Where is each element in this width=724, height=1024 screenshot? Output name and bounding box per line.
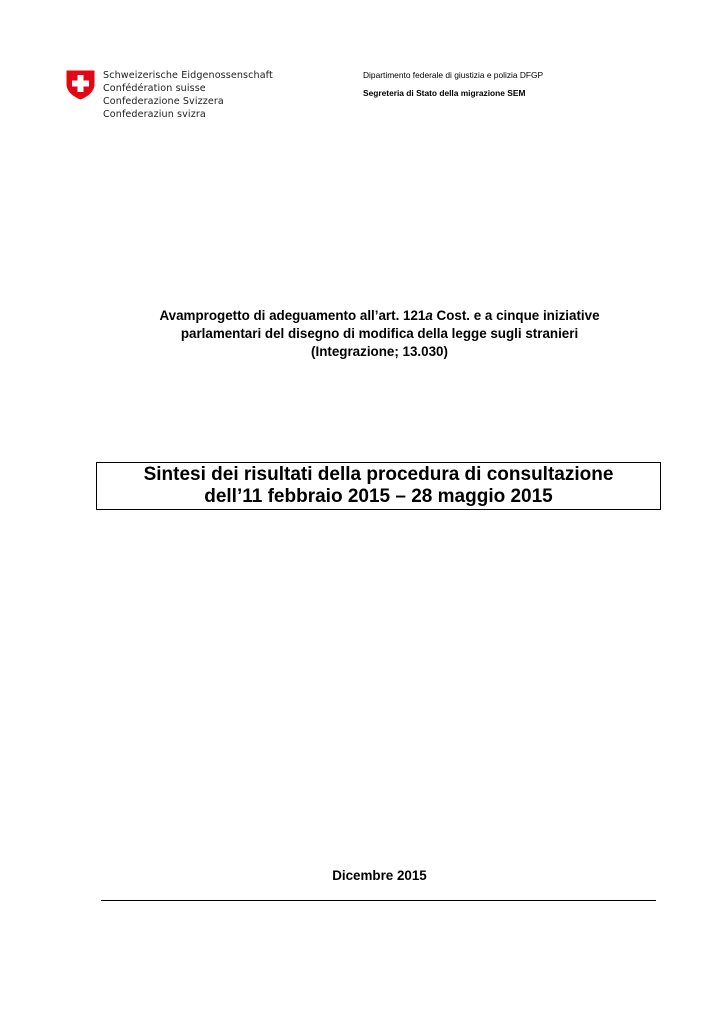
subject-line-2: parlamentari del disegno di modifica della legge sugli stranieri [180,326,579,341]
document-date: Dicembre 2015 [332,868,427,883]
department-block [363,70,543,99]
confederation-logo [66,69,273,121]
document-subject [96,307,663,361]
confederation-name-italian: Confederazione Svizzera [103,96,224,107]
subject-line-1-start: Avamprogetto di adeguamento all’art. 121 [159,308,426,323]
title-line-1: Sintesi dei risultati della procedura di consultazione [143,464,614,485]
confederation-name-romansh: Confederaziun svizra [103,109,206,120]
confederation-name-german: Schweizerische Eidgenossenschaft [103,70,273,81]
confederation-names [103,69,273,121]
subject-line-1-italic: a [425,308,433,323]
department-name: Dipartimento federale di giustizia e polizia DFGP [363,70,544,80]
subject-line-1 [96,307,663,325]
swiss-cross-shield-icon [66,70,95,100]
document-title-box [96,462,661,510]
footer-rule [101,900,656,901]
office-name: Segreteria di Stato della migrazione SEM [363,88,526,98]
subject-line-1-end: Cost. e a cinque iniziative [432,308,600,323]
confederation-name-french: Confédération suisse [103,83,206,94]
subject-line-3: (Integrazione; 13.030) [311,344,448,359]
title-line-2: dell’11 febbraio 2015 – 28 maggio 2015 [204,486,553,507]
